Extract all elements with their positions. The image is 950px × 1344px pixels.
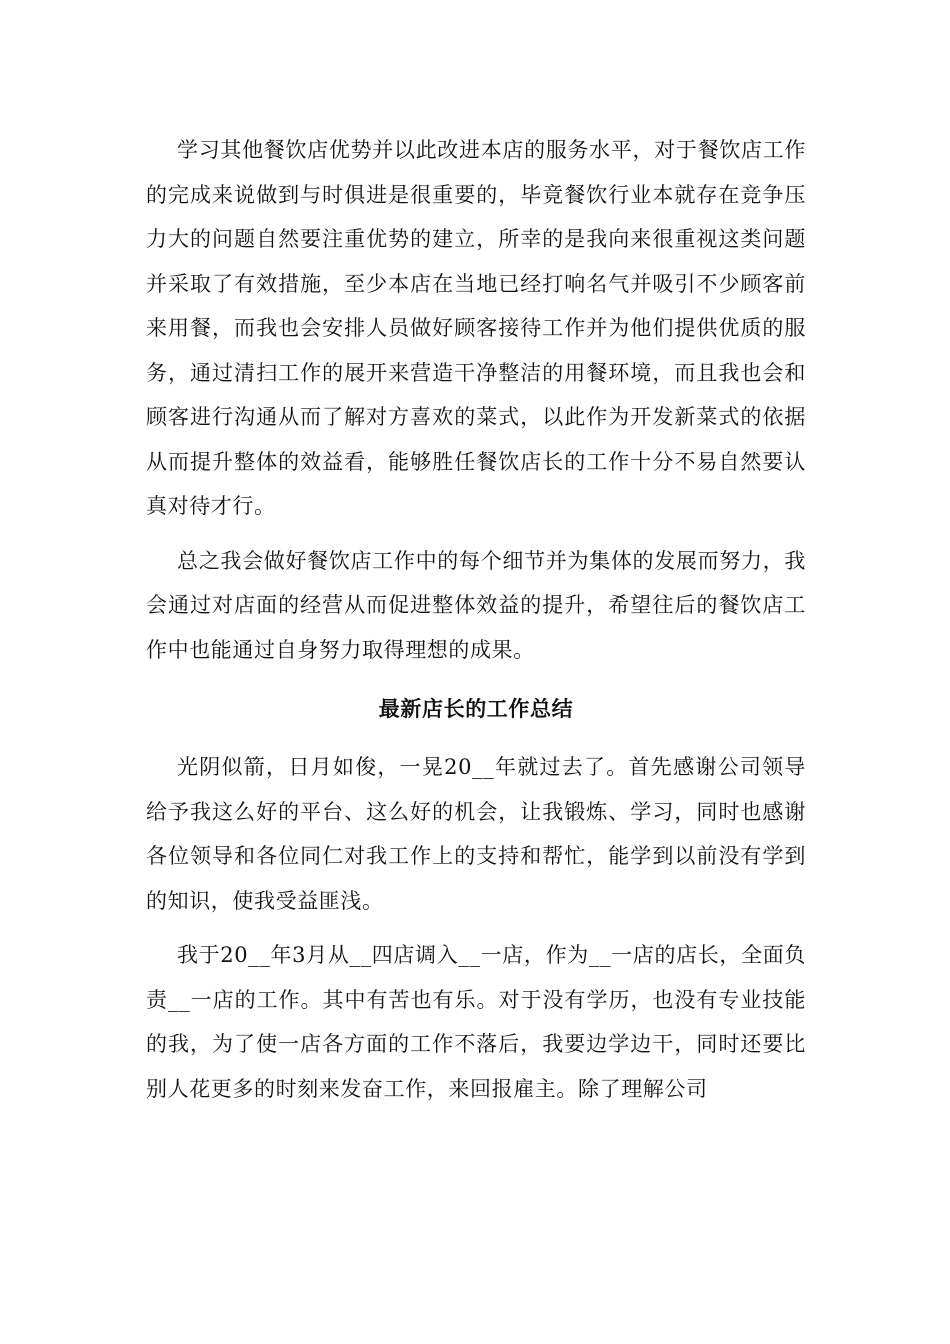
section-title: 最新店长的工作总结 — [378, 696, 574, 721]
body-paragraph: 总之我会做好餐饮店工作中的每个细节并为集体的发展而努力，我会通过对店面的经营从而促进整体效益的提升，希望往后的餐饮店工作中也能通过自身努力取得理想的成果。 — [146, 548, 806, 662]
body-paragraph: 光阴似箭，日月如俊，一晃20__年就过去了。首先感谢公司领导给予我这么好的平台、这么好的机会，让我锻炼、学习，同时也感谢各位领导和各位同仁对我工作上的支持和帮忙，能学到以前没有学到的知识，使我受益匪浅。 — [146, 755, 806, 913]
document-page — [146, 128, 806, 1111]
body-paragraph: 学习其他餐饮店优势并以此改进本店的服务水平，对于餐饮店工作的完成来说做到与时俱进是很重要的，毕竟餐饮行业本就存在竞争压力大的问题自然要注重优势的建立，所幸的是我向来很重视这类问题并采取了有效措施，至少本店在当地已经打响名气并吸引不少顾客前来用餐，而我也会安排人员做好顾客接待工作并为他们提供优质的服务，通过清扫工作的展开来营造干净整洁的用餐环境，而且我也会和顾客进行沟通从而了解对方喜欢的菜式，以此作为开发新菜式的依据从而提升整体的效益看，能够胜任餐饮店长的工作十分不易自然要认真对待才行。 — [146, 138, 806, 518]
body-paragraph: 我于20__年3月从__四店调入__一店，作为__一店的店长，全面负责__一店的工作。其中有苦也有乐。对于没有学历，也没有专业技能的我，为了使一店各方面的工作不落后，我要边学边干，同时还要比别人花更多的时刻来发奋工作，来回报雇主。除了理解公司 — [146, 943, 806, 1101]
